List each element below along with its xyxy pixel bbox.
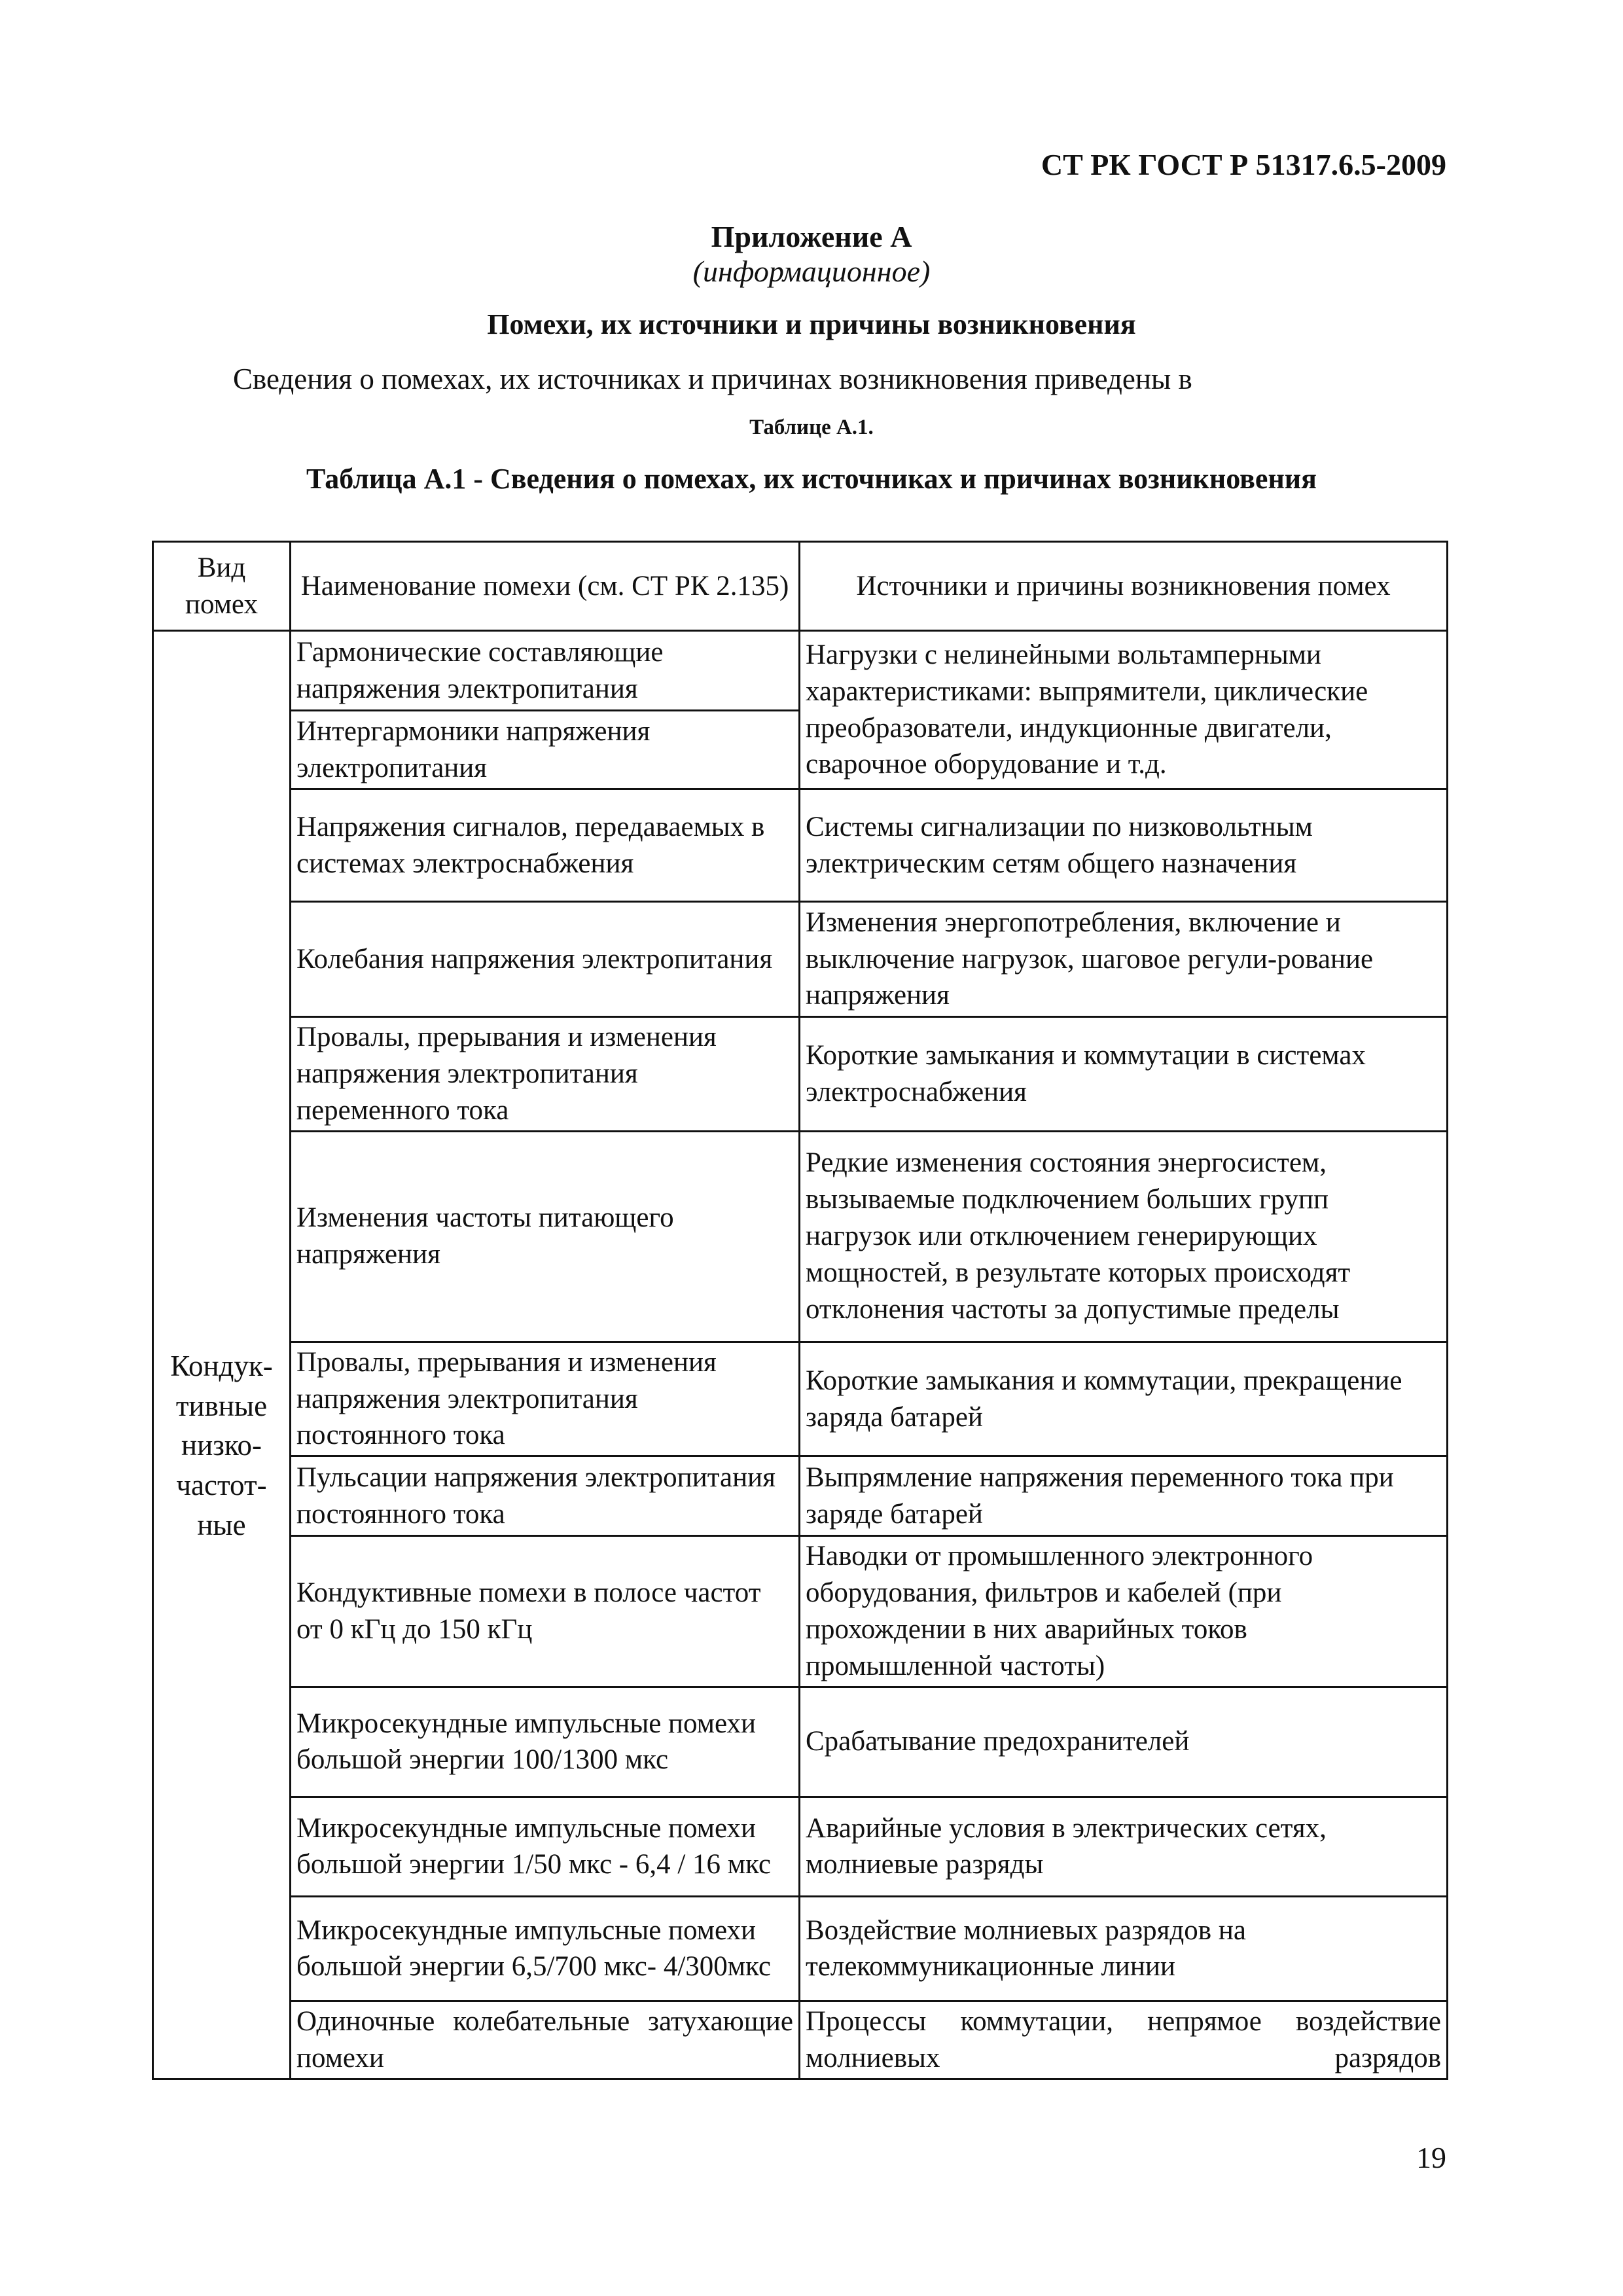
source-cell: Короткие замыкания и коммутации, прекращение заряда батарей	[800, 1342, 1448, 1456]
table-row	[153, 1687, 1448, 1797]
table-caption: Таблица А.1 - Сведения о помехах, их источниках и причинах возникновения	[306, 463, 1317, 495]
name-cell: Провалы, прерывания и изменения напряжения электропитания постоянного тока	[291, 1342, 800, 1456]
table-row	[153, 789, 1448, 902]
header-kind: Вид помех	[153, 542, 291, 631]
header-name: Наименование помехи (см. СТ РК 2.135)	[291, 542, 800, 631]
document-code: СТ РК ГОСТ Р 51317.6.5-2009	[1041, 148, 1446, 181]
section-title: Помехи, их источники и причины возникновения	[487, 308, 1136, 340]
table-row	[153, 1536, 1448, 1687]
name-cell: Пульсации напряжения электропитания постоянного тока	[291, 1456, 800, 1536]
table-row	[153, 631, 1448, 711]
intro-text: Сведения о помехах, их источниках и причинах возникновения приведены в	[233, 363, 1192, 395]
table-row	[153, 1131, 1448, 1342]
name-cell: Интергармоники напряжения электропитания	[291, 711, 800, 789]
source-cell: Системы сигнализации по низковольтным электрическим сетям общего назначения	[800, 789, 1448, 902]
source-cell: Воздействие молниевых разрядов на телекоммуникационные линии	[800, 1896, 1448, 2001]
name-cell: Гармонические составляющие напряжения электропитания	[291, 631, 800, 711]
source-cell: Нагрузки с нелинейными вольтамперными характеристиками: выпрямители, циклические преобразователи, индукционные двигатели, сварочное оборудование и т.д.	[800, 631, 1448, 789]
name-cell: Колебания напряжения электропитания	[291, 902, 800, 1017]
table-row	[153, 1342, 1448, 1456]
source-cell: Выпрямление напряжения переменного тока при заряде батарей	[800, 1456, 1448, 1536]
intro-table-reference: Таблице А.1.	[749, 416, 874, 439]
name-cell: Напряжения сигналов, передаваемых в системах электроснабжения	[291, 789, 800, 902]
name-cell: Провалы, прерывания и изменения напряжения электропитания переменного тока	[291, 1017, 800, 1132]
appendix-subtitle: (информационное)	[692, 255, 931, 288]
table-row	[153, 1896, 1448, 2001]
source-cell: Аварийные условия в электрических сетях, молниевые разряды	[800, 1797, 1448, 1896]
interference-table	[152, 541, 1448, 2080]
name-cell: Кондуктивные помехи в полосе частот от 0 кГц до 150 кГц	[291, 1536, 800, 1687]
source-cell: Редкие изменения состояния энергосистем, вызываемые подключением больших групп нагрузок или отключением генерирующих мощностей, в результате которых происходят отклонения частоты за допустимые пределы	[800, 1131, 1448, 1342]
kind-cell: Кондук-тивные низко-частот-ные	[153, 631, 291, 2079]
name-cell: Одиночные колебательные затухающие помехи	[291, 2001, 800, 2079]
name-cell: Микросекундные импульсные помехи большой энергии 100/1300 мкс	[291, 1687, 800, 1797]
page-number: 19	[1416, 2141, 1446, 2174]
header-source: Источники и причины возникновения помех	[800, 542, 1448, 631]
table-row	[153, 1017, 1448, 1132]
table-row	[153, 902, 1448, 1017]
name-cell: Микросекундные импульсные помехи большой энергии 1/50 мкс - 6,4 / 16 мкс	[291, 1797, 800, 1896]
source-cell: Срабатывание предохранителей	[800, 1687, 1448, 1797]
name-cell: Микросекундные импульсные помехи большой энергии 6,5/700 мкс- 4/300мкс	[291, 1896, 800, 2001]
appendix-title: Приложение А	[711, 220, 912, 253]
source-cell: Процессы коммутации, непрямое воздействие молниевых разрядов	[800, 2001, 1448, 2079]
table-row	[153, 1456, 1448, 1536]
source-cell: Наводки от промышленного электронного оборудования, фильтров и кабелей (при прохождении в них аварийных токов промышленной частоты)	[800, 1536, 1448, 1687]
table-row	[153, 1797, 1448, 1896]
table-row	[153, 2001, 1448, 2079]
source-cell: Изменения энергопотребления, включение и выключение нагрузок, шаговое регули-рование напряжения	[800, 902, 1448, 1017]
source-cell: Короткие замыкания и коммутации в системах электроснабжения	[800, 1017, 1448, 1132]
table-header-row	[153, 542, 1448, 631]
name-cell: Изменения частоты питающего напряжения	[291, 1131, 800, 1342]
